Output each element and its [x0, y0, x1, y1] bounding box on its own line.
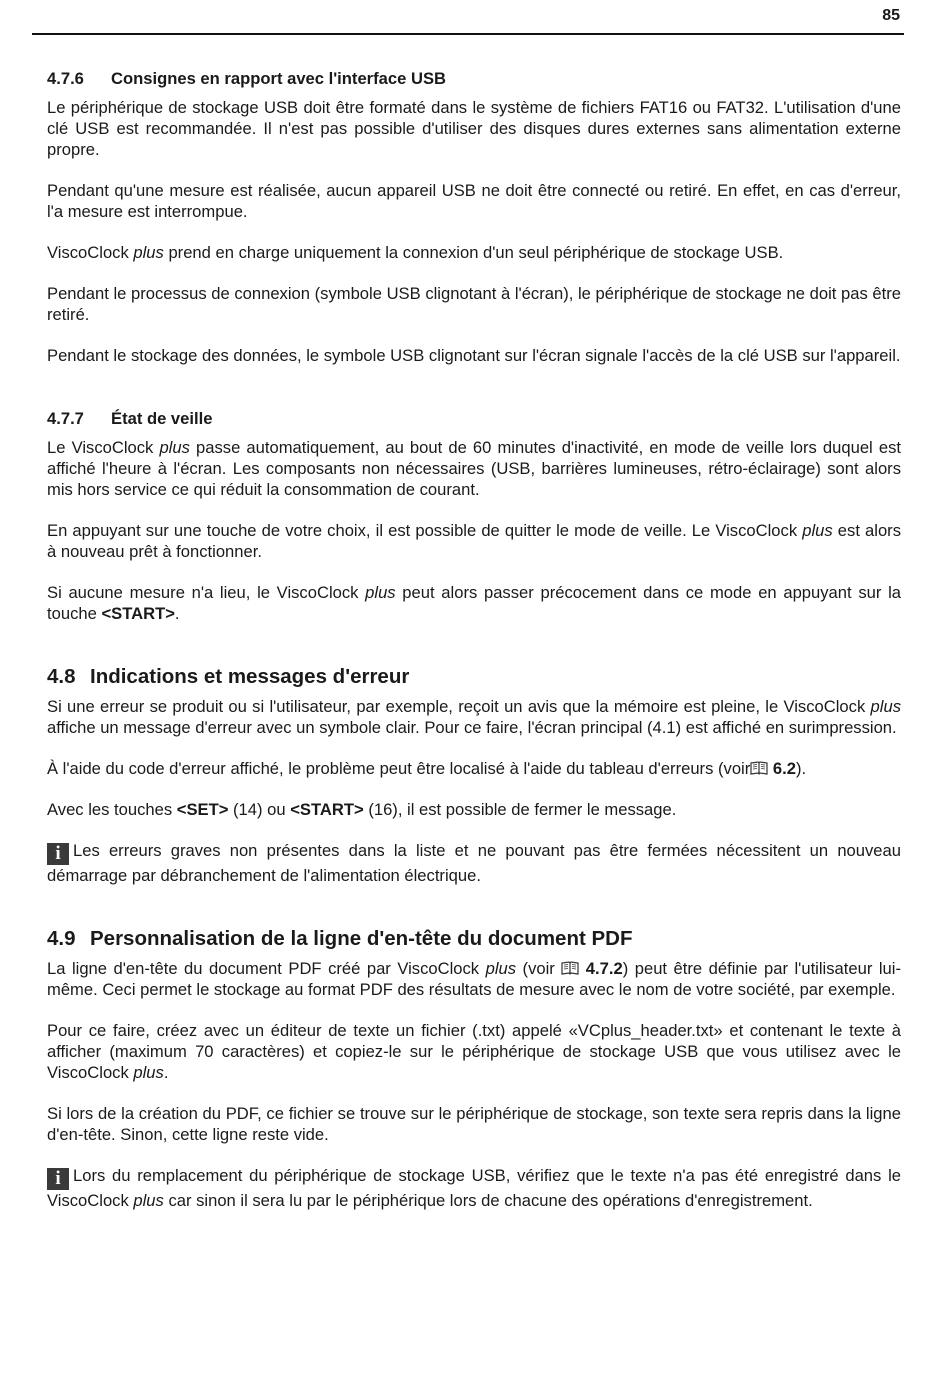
- section-title: Indications et messages d'erreur: [90, 665, 410, 688]
- section-heading-4-9: [47, 926, 901, 952]
- section-number: 4.7.6: [47, 69, 84, 88]
- section-number: 4.9: [47, 927, 76, 950]
- product-suffix: plus: [485, 959, 517, 978]
- info-icon: i: [47, 843, 69, 865]
- section-number: 4.7.7: [47, 409, 84, 428]
- product-suffix: plus: [159, 438, 190, 457]
- key-start: <START>: [101, 604, 175, 623]
- paragraph: Pour ce faire, créez avec un éditeur de texte un fichier (.txt) appelé «VCplus_header.txt» et contenant le texte à afficher (maximum 70 caractères) et copiez-le sur le périphérique de stockage USB que vous utilisez avec le ViscoClock plus.: [47, 1021, 901, 1082]
- cross-reference-link[interactable]: 6.2: [768, 759, 796, 778]
- info-note: i Lors du remplacement du périphérique de stockage USB, vérifiez que le texte n'a pas été enregistré dans le ViscoClock plus car sinon il sera lu par le périphérique lors de chacune des opérations d'enregistrement.: [47, 1166, 901, 1210]
- paragraph: Si une erreur se produit ou si l'utilisateur, par exemple, reçoit un avis que la mémoire est pleine, le ViscoClock plus affiche un message d'erreur avec un symbole clair. Pour ce faire, l'écran principal (4.1) est affiché en surimpression.: [47, 697, 901, 737]
- cross-reference-link[interactable]: 4.7.2: [579, 959, 623, 978]
- paragraph: À l'aide du code d'erreur affiché, le problème peut être localisé à l'aide du tableau d'erreurs (voir 6.2).: [47, 759, 807, 778]
- product-suffix: plus: [133, 243, 164, 262]
- paragraph: Pendant qu'une mesure est réalisée, aucun appareil USB ne doit être connecté ou retiré. En effet, en cas d'erreur, l'a mesure est interrompue.: [47, 181, 901, 221]
- page-number: 85: [882, 7, 900, 24]
- key-start: <START>: [290, 800, 364, 819]
- section-title: État de veille: [111, 409, 213, 428]
- info-icon: i: [47, 1168, 69, 1190]
- paragraph: Le ViscoClock plus passe automatiquement, au bout de 60 minutes d'inactivité, en mode de veille lors duquel est affiché l'heure à l'écran. Les composants non nécessaires (USB, barrières lumineuses, rétro-éclairage) sont alors mis hors service ce qui réduit la consommation de courant.: [47, 438, 901, 499]
- product-suffix: plus: [365, 583, 396, 602]
- paragraph: Avec les touches <SET> (14) ou <START> (16), il est possible de fermer le message.: [47, 800, 677, 819]
- section-title: Personnalisation de la ligne d'en-tête du document PDF: [90, 927, 633, 950]
- info-note: i Les erreurs graves non présentes dans la liste et ne pouvant pas être fermées nécessitent un nouveau démarrage par débranchement de l'alimentation électrique.: [47, 841, 901, 885]
- section-title: Consignes en rapport avec l'interface USB: [111, 69, 446, 88]
- product-suffix: plus: [802, 521, 833, 540]
- section-number: 4.8: [47, 665, 76, 688]
- book-icon: [750, 761, 768, 775]
- header-rule: [32, 33, 904, 35]
- paragraph: En appuyant sur une touche de votre choix, il est possible de quitter le mode de veille. Le ViscoClock plus est alors à nouveau prêt à fonctionner.: [47, 521, 901, 561]
- product-suffix: plus: [133, 1191, 164, 1210]
- paragraph: La ligne d'en-tête du document PDF créé par ViscoClock plus (voir 4.7.2) peut être définie par l'utilisateur lui-même. Ceci permet le stockage au format PDF des résultats de mesure avec le nom de votre société, par exemple.: [47, 959, 901, 999]
- product-suffix: plus: [870, 697, 901, 716]
- paragraph: Le périphérique de stockage USB doit être formaté dans le système de fichiers FAT16 ou FAT32. L'utilisation d'une clé USB est recommandée. Il n'est pas possible d'utiliser des disques dures externes sans alimentation externe propre.: [47, 98, 901, 159]
- paragraph: Si lors de la création du PDF, ce fichier se trouve sur le périphérique de stockage, son texte sera repris dans la ligne d'en-tête. Sinon, cette ligne reste vide.: [47, 1104, 901, 1144]
- paragraph: Pendant le stockage des données, le symbole USB clignotant sur l'écran signale l'accès de la clé USB sur l'appareil.: [47, 346, 901, 365]
- paragraph: Pendant le processus de connexion (symbole USB clignotant à l'écran), le périphérique de stockage ne doit pas être retiré.: [47, 284, 901, 324]
- book-icon: [561, 961, 579, 975]
- section-heading-4-7-7: [47, 408, 901, 429]
- paragraph: Si aucune mesure n'a lieu, le ViscoClock plus peut alors passer précocement dans ce mode en appuyant sur la touche <START>.: [47, 583, 901, 623]
- section-heading-4-8: [47, 664, 901, 690]
- product-suffix: plus: [133, 1063, 164, 1082]
- paragraph: ViscoClock plus prend en charge uniquement la connexion d'un seul périphérique de stockage USB.: [47, 243, 784, 262]
- key-set: <SET>: [176, 800, 229, 819]
- document-body: [47, 68, 901, 1231]
- section-heading-4-7-6: [47, 68, 901, 89]
